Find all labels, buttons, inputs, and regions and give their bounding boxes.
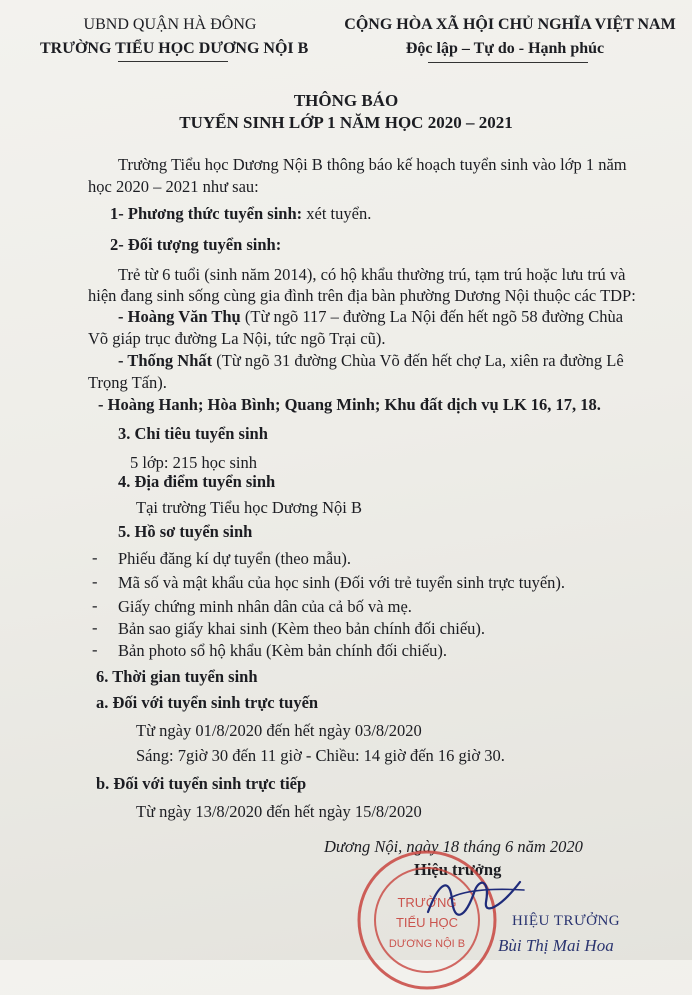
tdp-tn-line-2: Trọng Tấn). bbox=[88, 373, 167, 392]
section-3-label: 3. Chỉ tiêu tuyển sinh bbox=[118, 424, 268, 443]
list-dash: - bbox=[92, 640, 98, 659]
list-dash: - bbox=[92, 572, 98, 591]
issuer-underline bbox=[118, 61, 228, 62]
tdp-tn-name: - Thống Nhất bbox=[118, 351, 213, 370]
signer-role: Hiệu trưởng bbox=[414, 860, 502, 879]
section-1-value: xét tuyển. bbox=[302, 204, 372, 223]
place-date: Dương Nội, ngày 18 tháng 6 năm 2020 bbox=[324, 837, 583, 856]
document-item: Phiếu đăng kí dự tuyển (theo mẫu). bbox=[118, 549, 352, 568]
section-6b-date: Từ ngày 13/8/2020 đến hết ngày 15/8/2020 bbox=[136, 802, 422, 821]
doc-title: THÔNG BÁO bbox=[293, 91, 399, 110]
section-3-value: 5 lớp: 215 học sinh bbox=[130, 453, 257, 472]
list-dash: - bbox=[92, 618, 98, 637]
tdp-thong-nhat bbox=[118, 350, 624, 371]
stamp-title: HIỆU TRƯỞNG bbox=[512, 913, 621, 929]
intro-line-1: Trường Tiểu học Dương Nội B thông báo kế hoạch tuyển sinh vào lớp 1 năm bbox=[118, 155, 627, 174]
list-dash: - bbox=[92, 548, 98, 567]
section-6a-label: a. Đối với tuyển sinh trực tuyến bbox=[96, 693, 319, 712]
section-2-p1: Trẻ từ 6 tuổi (sinh năm 2014), có hộ khẩu thường trú, tạm trú hoặc lưu trú và bbox=[118, 265, 626, 284]
list-dash: - bbox=[92, 596, 98, 615]
tdp-hvt-name: - Hoàng Văn Thụ bbox=[118, 307, 241, 326]
seal-text-2: TIỂU HỌC bbox=[395, 915, 459, 930]
nation-motto: Độc lập – Tự do - Hạnh phúc bbox=[405, 40, 605, 57]
document-item: Bản sao giấy khai sinh (Kèm theo bản chính đối chiếu). bbox=[118, 619, 486, 638]
tdp-tn-desc: (Từ ngõ 31 đường Chùa Võ đến hết chợ La, xiên ra đường Lê bbox=[212, 351, 624, 370]
section-1-label: 1- Phương thức tuyển sinh: bbox=[110, 204, 303, 223]
tdp-hvt-line-2: Võ giáp trục đường La Nội, tức ngõ Trại cũ). bbox=[88, 329, 386, 348]
section-1 bbox=[110, 203, 371, 224]
document-item: Giấy chứng minh nhân dân của cả bố và mẹ. bbox=[118, 597, 412, 616]
document-item: Mã số và mật khẩu của học sinh (Đối với trẻ tuyển sinh trực tuyến). bbox=[118, 573, 566, 592]
section-6a-hours: Sáng: 7giờ 30 đến 11 giờ - Chiều: 14 giờ đến 16 giờ 30. bbox=[136, 746, 505, 765]
motto-underline bbox=[428, 62, 588, 63]
tdp-others: - Hoàng Hanh; Hòa Bình; Quang Minh; Khu đất dịch vụ LK 16, 17, 18. bbox=[98, 395, 601, 414]
document-item: Bản photo sổ hộ khẩu (Kèm bản chính đối chiếu). bbox=[118, 641, 448, 660]
section-6-label: 6. Thời gian tuyển sinh bbox=[96, 667, 258, 686]
stamp-name: Bùi Thị Mai Hoa bbox=[498, 936, 614, 955]
tdp-hoang-van-thu bbox=[118, 306, 623, 327]
intro-line-2: học 2020 – 2021 như sau: bbox=[88, 177, 259, 196]
issuer-line-1: UBND QUẬN HÀ ĐÔNG bbox=[83, 16, 257, 33]
doc-subtitle: TUYỂN SINH LỚP 1 NĂM HỌC 2020 – 2021 bbox=[179, 113, 513, 132]
section-5-label: 5. Hồ sơ tuyển sinh bbox=[118, 522, 253, 541]
issuer-line-2: TRƯỜNG TIỂU HỌC DƯƠNG NỘI B bbox=[40, 40, 309, 57]
section-4-label: 4. Địa điểm tuyển sinh bbox=[118, 472, 276, 491]
section-2-label: 2- Đối tượng tuyển sinh: bbox=[110, 235, 282, 254]
nation-line-1: CỘNG HÒA XÃ HỘI CHỦ NGHĨA VIỆT NAM bbox=[344, 16, 676, 33]
tdp-hvt-desc: (Từ ngõ 117 – đường La Nội đến hết ngõ 58 đường Chùa bbox=[240, 307, 624, 326]
section-2-p2: hiện đang sinh sống cùng gia đình trên địa bàn phường Dương Nội thuộc các TDP: bbox=[88, 286, 636, 305]
section-4-value: Tại trường Tiểu học Dương Nội B bbox=[136, 498, 363, 517]
seal-text-1: TRƯỜNG bbox=[397, 895, 457, 910]
section-6b-label: b. Đối với tuyển sinh trực tiếp bbox=[96, 774, 307, 793]
section-6a-date: Từ ngày 01/8/2020 đến hết ngày 03/8/2020 bbox=[136, 721, 422, 740]
seal-text-3: DƯƠNG NỘI B bbox=[388, 938, 466, 950]
